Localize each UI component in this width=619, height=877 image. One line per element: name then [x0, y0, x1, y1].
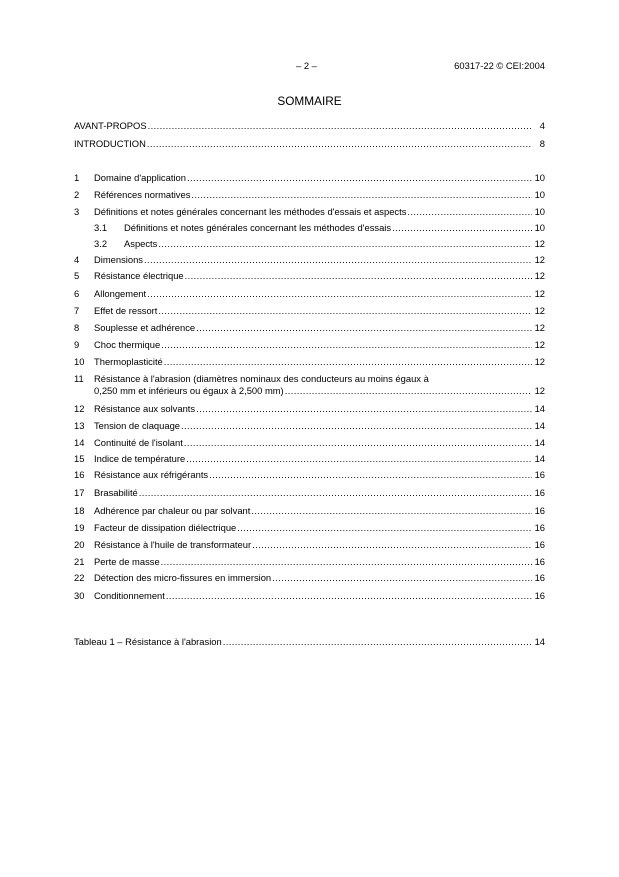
toc-entry-label: Thermoplasticité: [94, 356, 163, 367]
toc-entry-label: Références normatives: [94, 189, 191, 200]
toc-entry-page: 12: [534, 254, 545, 265]
toc-entry-line: [74, 385, 545, 397]
toc-entry[interactable]: [74, 206, 545, 218]
toc-entry-line: [74, 270, 545, 282]
toc-entry-page: 14: [534, 636, 545, 647]
toc-entry[interactable]: [74, 522, 545, 534]
toc-entry-label: Effet de ressort: [94, 305, 158, 316]
toc-leader-dots: [139, 487, 532, 499]
toc-entry-label: Résistance aux réfrigérants: [94, 469, 209, 480]
toc-entry-page: 16: [534, 522, 545, 533]
toc-entry-label: Aspects: [124, 238, 158, 249]
toc-leader-dots: [187, 172, 532, 184]
toc-entry-number: 10: [74, 356, 85, 367]
toc-entry-label: Tension de claquage: [94, 420, 181, 431]
toc-leader-dots: [196, 403, 532, 415]
toc-leader-dots: [185, 270, 532, 282]
toc-entry-label: Définitions et notes générales concernant les méthodes d'essais: [124, 222, 392, 233]
toc-entry-number: 2: [74, 189, 80, 200]
toc-entry-number: 13: [74, 420, 85, 431]
toc-leader-dots: [164, 356, 532, 368]
toc-entry[interactable]: [74, 572, 545, 584]
toc-leader-dots: [161, 339, 532, 351]
toc-entry[interactable]: [74, 556, 545, 568]
toc-entry[interactable]: [74, 222, 545, 234]
toc-entry-label: Tableau 1 – Résistance à l'abrasion: [74, 636, 222, 647]
header-page-number: – 2 –: [296, 60, 317, 71]
toc-entry-page: 16: [534, 469, 545, 480]
toc-entry-label: Continuité de l'isolant: [94, 437, 183, 448]
toc-entry-page: 12: [534, 339, 545, 350]
toc-entry-number: 7: [74, 305, 80, 316]
toc-entry[interactable]: [74, 590, 545, 602]
toc-entry[interactable]: [74, 322, 545, 334]
toc-entry-number: 12: [74, 403, 85, 414]
toc-entry[interactable]: [74, 288, 545, 300]
toc-entry-number: 30: [74, 590, 85, 601]
toc-entry[interactable]: [74, 120, 545, 132]
toc-entry-page: 16: [534, 505, 545, 516]
toc-entry-page: 10: [534, 206, 545, 217]
toc-entry-line: [74, 254, 545, 266]
toc-entry-label: Résistance électrique: [94, 270, 184, 281]
toc-entry-page: 10: [534, 189, 545, 200]
toc-entry-page: 12: [534, 305, 545, 316]
toc-entry-line: [74, 590, 545, 602]
toc-entry[interactable]: [74, 305, 545, 317]
toc-entry-label: Définitions et notes générales concernant les méthodes d'essais et aspects: [94, 206, 407, 217]
toc-entry-number: 6: [74, 288, 80, 299]
toc-leader-dots: [181, 420, 532, 432]
page-title: SOMMAIRE: [277, 94, 342, 108]
toc-leader-dots: [186, 453, 532, 465]
toc-entry-line: [74, 120, 545, 132]
toc-entry-number: 18: [74, 505, 85, 516]
toc-entry-line: [74, 453, 545, 465]
toc-leader-dots: [144, 254, 532, 266]
toc-entry-page: 12: [534, 385, 545, 396]
toc-entry[interactable]: [74, 469, 545, 481]
toc-entry-line: [74, 469, 545, 481]
toc-entry-number: 3: [74, 206, 80, 217]
toc-entry-page: 12: [534, 288, 545, 299]
toc-entry-page: 16: [534, 487, 545, 498]
toc-entry-number: 3.1: [94, 222, 108, 233]
toc-entry-number: 14: [74, 437, 85, 448]
toc-entry-page: 10: [534, 222, 545, 233]
toc-entry-label: Domaine d'application: [94, 172, 186, 183]
toc-entry[interactable]: [74, 339, 545, 351]
toc-entry-page: 14: [534, 437, 545, 448]
toc-entry-line: [74, 572, 545, 584]
toc-entry-label: Résistance à l'huile de transformateur: [94, 539, 252, 550]
toc-entry[interactable]: [74, 373, 545, 397]
toc-entry[interactable]: [74, 254, 545, 266]
toc-entry-line: [74, 206, 545, 218]
toc-leader-dots: [407, 206, 532, 218]
toc-entry[interactable]: [74, 505, 545, 517]
toc-entry-number: 5: [74, 270, 80, 281]
toc-entry-line: [74, 322, 545, 334]
toc-entry-page: 12: [534, 238, 545, 249]
toc-entry[interactable]: [74, 138, 545, 150]
toc-entry-label: Dimensions: [94, 254, 143, 265]
toc-entry-number: 11: [74, 373, 84, 384]
toc-entry-line: [74, 172, 545, 184]
toc-entry-label: Indice de température: [94, 453, 186, 464]
toc-entry-number: 19: [74, 522, 85, 533]
toc-entry-number: 9: [74, 339, 80, 350]
toc-entry-label: AVANT-PROPOS: [74, 120, 147, 131]
toc-entry-line: [74, 556, 545, 568]
toc-entry-label: Brasabilité: [94, 487, 138, 498]
toc-entry-page: 12: [534, 322, 545, 333]
toc-entry[interactable]: [74, 356, 545, 368]
toc-leader-dots: [191, 189, 532, 201]
toc-entry[interactable]: [74, 270, 545, 282]
toc-entry[interactable]: [74, 172, 545, 184]
toc-entry-page: 10: [534, 172, 545, 183]
toc-entry-line: [74, 437, 545, 449]
toc-entry[interactable]: [74, 487, 545, 499]
toc-leader-dots: [148, 120, 532, 132]
toc-leader-dots: [272, 572, 532, 584]
toc-entry-label: Détection des micro-fissures en immersion: [94, 572, 272, 583]
toc-entry-number: 1: [74, 172, 80, 183]
toc-leader-dots: [166, 590, 532, 602]
toc-entry[interactable]: [74, 403, 545, 415]
toc-leader-dots: [161, 556, 532, 568]
toc-entry-label: Souplesse et adhérence: [94, 322, 196, 333]
toc-entry-label: Allongement: [94, 288, 147, 299]
toc-entry-number: 17: [74, 487, 85, 498]
toc-entry[interactable]: [74, 238, 545, 250]
toc-leader-dots: [392, 222, 532, 234]
toc-entry-line: [74, 636, 545, 648]
toc-entry[interactable]: [74, 189, 545, 201]
toc-entry-page: 12: [534, 270, 545, 281]
toc-leader-dots: [251, 505, 532, 517]
toc-leader-dots: [158, 238, 532, 250]
toc-entry-page: 14: [534, 403, 545, 414]
toc-entry-number: 21: [74, 556, 85, 567]
toc-entry-line: [74, 487, 545, 499]
toc-entry-line: [74, 189, 545, 201]
header-reference: 60317-22 © CEI:2004: [454, 60, 545, 71]
toc-entry-line: [74, 522, 545, 534]
toc-entry-label: Facteur de dissipation diélectrique: [94, 522, 237, 533]
toc-entry-label: INTRODUCTION: [74, 138, 146, 149]
toc-entry-number: 3.2: [94, 238, 108, 249]
toc-leader-dots: [184, 437, 532, 449]
toc-entry-line: [74, 288, 545, 300]
toc-entry-page: 16: [534, 556, 545, 567]
toc-leader-dots: [209, 469, 532, 481]
toc-leader-dots: [147, 288, 532, 300]
toc-entry-line: [74, 305, 545, 317]
toc-entry-label: Choc thermique: [94, 339, 161, 350]
toc-entry-line: [74, 339, 545, 351]
toc-entry-number: 8: [74, 322, 80, 333]
toc-entry-page: 8: [539, 138, 545, 149]
toc-entry-number: 20: [74, 539, 85, 550]
toc-entry-page: 16: [534, 572, 545, 583]
toc-entry-page: 14: [534, 453, 545, 464]
toc-entry-number: 16: [74, 469, 85, 480]
toc-entry-line: [74, 356, 545, 368]
toc-entry[interactable]: [74, 453, 545, 465]
toc-entry-label: Conditionnement: [94, 590, 165, 601]
toc-entry-label: 0,250 mm et inférieurs ou égaux à 2,500 mm): [94, 385, 284, 396]
toc-entry[interactable]: [74, 437, 545, 449]
toc-entry-line: [74, 403, 545, 415]
toc-entry-line: [74, 238, 545, 250]
toc-leader-dots: [223, 636, 532, 648]
toc-entry-page: 16: [534, 590, 545, 601]
toc-entry-line: [74, 222, 545, 234]
toc-entry[interactable]: [74, 420, 545, 432]
toc-entry-page: 4: [539, 120, 545, 131]
toc-leader-dots: [237, 522, 532, 534]
toc-entry-page: 16: [534, 539, 545, 550]
toc-entry-line: [74, 505, 545, 517]
toc-entry-page: 12: [534, 356, 545, 367]
toc-entry-label: Résistance aux solvants: [94, 403, 196, 414]
toc-leader-dots: [196, 322, 532, 334]
toc-entry-number: 22: [74, 572, 85, 583]
toc-entry-line: [74, 138, 545, 150]
toc-entry-label-line1: Résistance à l'abrasion (diamètres nominaux des conducteurs au moins égaux à: [94, 373, 429, 384]
toc-entry-label: Perte de masse: [94, 556, 160, 567]
toc-entry-line: [74, 420, 545, 432]
toc-entry-label: Adhérence par chaleur ou par solvant: [94, 505, 251, 516]
toc-entry-line: [74, 539, 545, 551]
toc-leader-dots: [252, 539, 532, 551]
toc-entry[interactable]: [74, 636, 545, 648]
toc-entry-page: 14: [534, 420, 545, 431]
toc-entry-number: 15: [74, 453, 85, 464]
toc-leader-dots: [147, 138, 532, 150]
toc-entry[interactable]: [74, 539, 545, 551]
toc-leader-dots: [158, 305, 532, 317]
toc-leader-dots: [285, 385, 532, 397]
toc-entry-number: 4: [74, 254, 80, 265]
